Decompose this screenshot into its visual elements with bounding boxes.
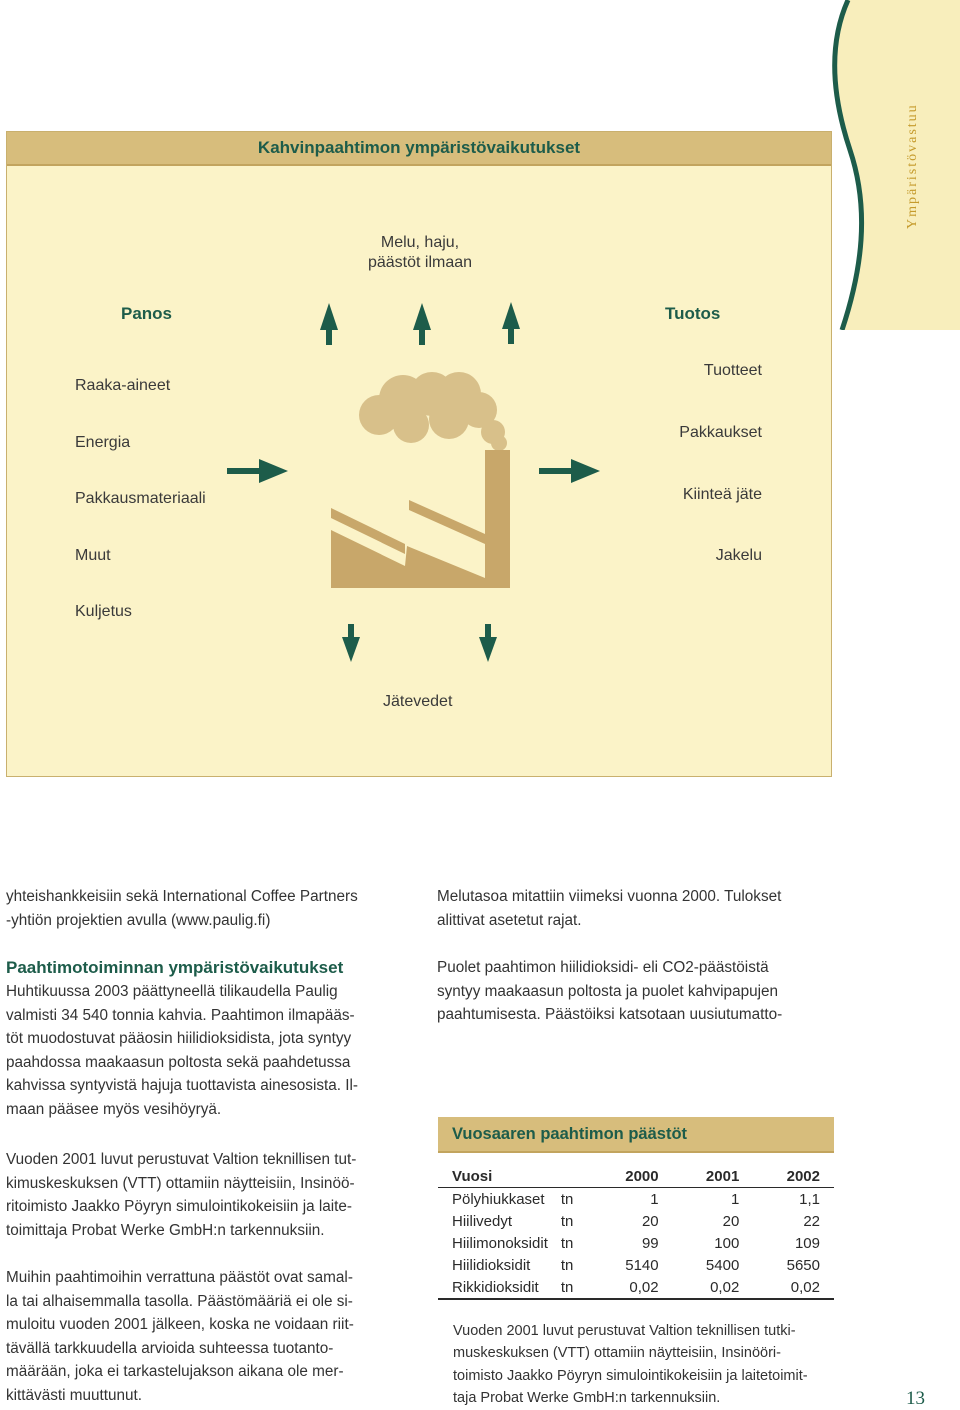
text-line: toimisto Jaakko Pöyryn simulointikokeisiin ja laitetoimit- (453, 1367, 808, 1384)
text-line: taja Probat Werke GmbH:n tarkennuksiin. (453, 1390, 721, 1407)
text-line: Muihin paahtimoihin verrattuna päästöt ovat samal- (6, 1269, 353, 1286)
input-item: Muut (75, 547, 111, 564)
table-cell: tn (560, 1234, 574, 1252)
text-line: la tai alhaisemmalla tasolla. Päästömääriä ei ole si- (6, 1292, 353, 1310)
wastewater-label: Jätevedet (383, 693, 453, 710)
environmental-impact-diagram (6, 131, 832, 777)
table-cell: tn (560, 1190, 574, 1208)
arrow-right-icon (539, 459, 600, 483)
paragraph (437, 956, 837, 1027)
table-cell: 109 (794, 1234, 820, 1252)
column-header: 2002 (753, 1165, 834, 1188)
input-item: Raaka-aineet (75, 377, 171, 394)
table-cell: 0,02 (592, 1276, 673, 1299)
text-line: kahvissa syntyvistä hajuja tuottavista ainesosista. Il- (6, 1077, 358, 1094)
table-row (438, 1188, 834, 1211)
table-header-row (438, 1165, 834, 1188)
table-cell: 0,02 (753, 1276, 834, 1299)
smoke-cloud-icon (359, 372, 507, 451)
text-line: Melutasoa mitattiin viimeksi vuonna 2000. Tulokset (437, 888, 782, 905)
text-line: Vuoden 2001 luvut perustuvat Valtion teknillisen tut- (6, 1151, 357, 1168)
text-line: alittivat asetetut rajat. (437, 911, 582, 929)
table-header (438, 1117, 834, 1153)
text-line: Vuoden 2001 luvut perustuvat Valtion teknillisen tutki- (453, 1323, 796, 1339)
text-line: määrään, joka ei tarkastelujakson aikana ole mer- (6, 1363, 344, 1380)
table-row (438, 1232, 834, 1254)
page-number: 13 (906, 1388, 925, 1409)
text-line: valmisti 34 540 tonnia kahvia. Paahtimon ilmapääs- (6, 1006, 355, 1024)
diagram-title: Kahvinpaahtimon ympäristövaikutukset (257, 138, 581, 157)
text-line: toimittaja Probat Werke GmbH:n tarkennuksiin. (6, 1221, 325, 1239)
text-line: -yhtiön projektien avulla (www.paulig.fi) (6, 911, 271, 929)
text-line: muloitu vuoden 2001 jälkeen, koska ne voidaan riit- (6, 1316, 354, 1333)
side-tab-label: Ympäristövastuu (905, 103, 920, 229)
table-cell: 5140 (625, 1256, 659, 1274)
paragraph (6, 1266, 401, 1407)
text-line: Puolet paahtimon hiilidioksidi- eli CO2-päästöistä (437, 959, 769, 976)
paragraph (6, 980, 401, 1121)
arrow-down-icon (342, 624, 360, 662)
arrow-right-icon (227, 459, 288, 483)
table-cell: Pölyhiukkaset (452, 1190, 545, 1208)
input-item: Pakkausmateriaali (75, 490, 206, 507)
output-item: Jakelu (715, 547, 762, 564)
table-cell: 1,1 (799, 1190, 820, 1208)
intro-text (6, 885, 401, 932)
section-heading: Paahtimotoiminnan ympäristövaikutukset (6, 958, 344, 977)
arrow-down-icon (479, 624, 497, 662)
text-line: paahdossa maakaasun poltosta sekä paahdetussa (6, 1053, 351, 1071)
arrow-up-icon (502, 302, 520, 344)
emissions-table (438, 1165, 834, 1300)
factory-icon (331, 450, 510, 588)
text-line: töt muodostuvat pääosin hiilidioksidista, jota syntyy (6, 1030, 352, 1047)
table-cell: tn (560, 1256, 574, 1274)
table-cell: Rikkidioksidit (438, 1276, 561, 1299)
column-header: 2000 (592, 1165, 673, 1188)
emissions-label-line: Melu, haju, (380, 234, 460, 251)
table-cell: 100 (714, 1234, 740, 1252)
input-item: Kuljetus (75, 603, 132, 620)
table-cell: 20 (722, 1212, 740, 1230)
table-cell: 20 (641, 1212, 659, 1230)
arrow-up-icon (413, 303, 431, 345)
table-row (438, 1210, 834, 1232)
output-item: Pakkaukset (679, 424, 762, 441)
output-heading: Tuotos (665, 304, 721, 323)
table-cell: 22 (803, 1212, 820, 1230)
table-cell: tn (561, 1276, 592, 1299)
text-line: kittävästi muuttunut. (6, 1386, 143, 1404)
text-line: paahtumisesta. Päästöiksi katsotaan uusiutumatto- (437, 1006, 783, 1023)
text-line: Huhtikuussa 2003 päättyneellä tilikaudella Paulig (6, 983, 338, 1000)
table-cell: Hiilimonoksidit (452, 1234, 548, 1252)
table-cell: tn (560, 1212, 574, 1230)
table-row (438, 1276, 834, 1299)
paragraph (6, 1148, 401, 1242)
input-heading: Panos (121, 304, 173, 323)
input-item: Energia (75, 434, 131, 451)
output-item: Kiinteä jäte (682, 486, 762, 503)
table-cell: 5650 (786, 1256, 820, 1274)
column-header: Vuosi (438, 1165, 561, 1188)
output-item: Tuotteet (703, 362, 762, 379)
table-row (438, 1254, 834, 1276)
text-line: maan pääsee myös vesihöyryä. (6, 1100, 222, 1118)
table-cell: Hiilidioksidit (452, 1256, 531, 1274)
paragraph (437, 885, 837, 932)
text-line: tävällä tarkkuudella arvioida suhteessa tuotanto- (6, 1339, 334, 1357)
table-cell: 1 (730, 1190, 740, 1208)
diagram-graphics (7, 132, 833, 778)
text-line: yhteishankkeisiin sekä International Coffee Partners (6, 888, 358, 905)
column-header (561, 1165, 592, 1188)
emissions-table-box (438, 1117, 834, 1300)
column-header: 2001 (673, 1165, 754, 1188)
table-cell: 1 (650, 1190, 659, 1208)
table-cell: Hiilivedyt (452, 1212, 513, 1230)
table-footnote (453, 1320, 843, 1410)
table-cell: 5400 (705, 1256, 740, 1274)
table-title: Vuosaaren paahtimon päästöt (452, 1124, 688, 1143)
arrow-up-icon (320, 303, 338, 345)
table-cell: 0,02 (673, 1276, 754, 1299)
text-line: muskeskuksen (VTT) ottamiin näytteisiin, Insinööri- (453, 1345, 781, 1362)
text-line: ritoimisto Jaakko Pöyryn simulointikokeisiin ja laite- (6, 1198, 353, 1215)
emissions-label (357, 233, 483, 273)
text-line: syntyy maakaasun poltosta ja puolet kahvipapujen (437, 982, 778, 1000)
text-line: kimuskeskuksen (VTT) ottamiin näytteisiin, Insinöö- (6, 1174, 355, 1192)
table-cell: 99 (641, 1234, 659, 1252)
emissions-label-line: päästöt ilmaan (367, 254, 473, 271)
